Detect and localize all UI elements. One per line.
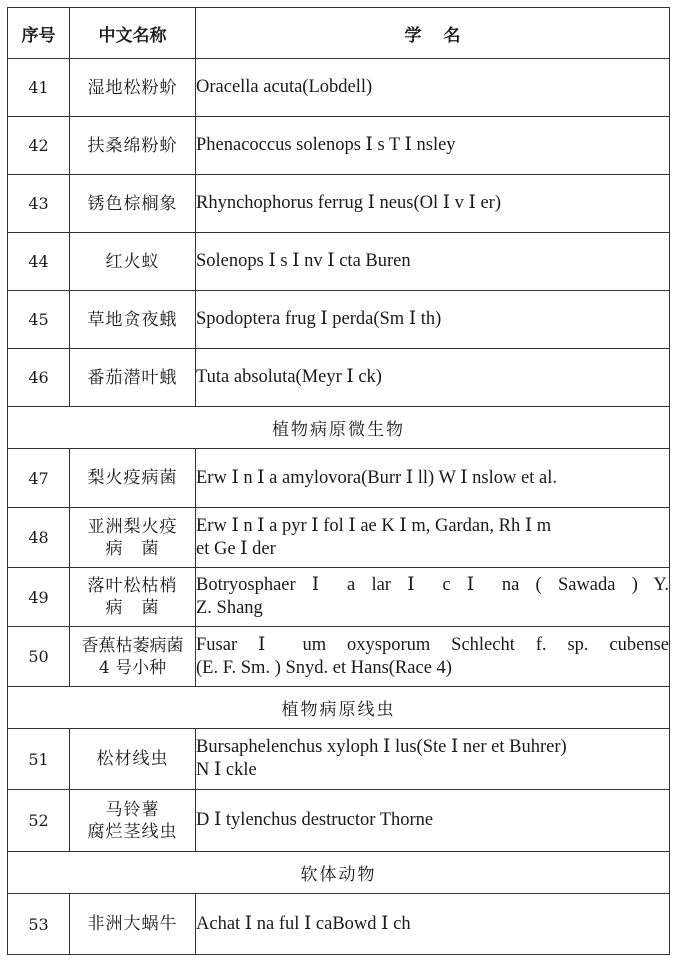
scientific-name	[196, 568, 670, 627]
header-no: 序号	[8, 8, 70, 59]
table-row	[8, 729, 670, 790]
chinese-name	[70, 790, 196, 852]
table-row	[8, 449, 670, 508]
chinese-name: 草地贪夜蛾	[70, 291, 196, 349]
header-scientific-name: 学名	[196, 8, 670, 59]
row-number: 48	[8, 508, 70, 568]
table-row	[8, 627, 670, 687]
section-heading: 植物病原线虫	[8, 687, 670, 729]
scientific-name-line: Erw Ⅰ n Ⅰ a amylovora(Burr Ⅰ ll) W Ⅰ nslow et al.	[196, 467, 557, 488]
table-row	[8, 233, 670, 291]
scientific-name	[196, 508, 670, 568]
row-number: 45	[8, 291, 70, 349]
chinese-name	[70, 568, 196, 627]
scientific-name: Phenacoccus solenops Ⅰ s T Ⅰ nsley	[196, 117, 670, 175]
section-heading: 植物病原微生物	[8, 407, 670, 449]
section-row	[8, 687, 670, 729]
row-number: 49	[8, 568, 70, 627]
table-row	[8, 349, 670, 407]
table-row	[8, 291, 670, 349]
table-row	[8, 790, 670, 852]
chinese-name-line: 病 菌	[105, 538, 160, 559]
scientific-name: Solenops Ⅰ s Ⅰ nv Ⅰ cta Buren	[196, 233, 670, 291]
scientific-name-line: Z. Shang	[196, 598, 263, 618]
chinese-name-line: 腐烂茎线虫	[87, 821, 178, 842]
scientific-name-line: D Ⅰ tylenchus destructor Thorne	[196, 810, 434, 830]
chinese-name-line: 4 号小种	[98, 657, 167, 678]
chinese-name-line: 落叶松枯梢	[87, 576, 178, 596]
row-number: 46	[8, 349, 70, 407]
row-number: 53	[8, 894, 70, 955]
chinese-name: 非洲大蜗牛	[70, 894, 196, 955]
chinese-name-line: 松材线虫	[96, 749, 169, 769]
section-row	[8, 852, 670, 894]
chinese-name: 扶桑绵粉蚧	[70, 117, 196, 175]
scientific-name: Rhynchophorus ferrug Ⅰ neus(Ol Ⅰ v Ⅰ er)	[196, 175, 670, 233]
row-number: 44	[8, 233, 70, 291]
header-chinese-name: 中文名称	[70, 8, 196, 59]
chinese-name-line: 梨火疫病菌	[87, 468, 178, 488]
chinese-name-line: 病 菌	[105, 598, 160, 618]
section-heading: 软体动物	[8, 852, 670, 894]
chinese-name: 锈色棕榈象	[70, 175, 196, 233]
chinese-name-line: 马铃薯	[105, 799, 160, 820]
chinese-name	[70, 729, 196, 790]
table-row	[8, 508, 670, 568]
header-row	[8, 8, 670, 59]
scientific-name	[196, 729, 670, 790]
row-number: 50	[8, 627, 70, 687]
scientific-name	[196, 627, 670, 687]
chinese-name-line: 香蕉枯萎病菌	[81, 635, 184, 656]
row-number: 41	[8, 59, 70, 117]
chinese-name: 番茄潜叶蛾	[70, 349, 196, 407]
scientific-name: Spodoptera frug Ⅰ perda(Sm Ⅰ th)	[196, 291, 670, 349]
scientific-name	[196, 449, 670, 508]
section-row	[8, 407, 670, 449]
scientific-name-line: Erw Ⅰ n Ⅰ a pyr Ⅰ fol Ⅰ ae K Ⅰ m, Gardan, Rh Ⅰ m	[196, 515, 552, 536]
scientific-name-line: et Ge Ⅰ der	[196, 538, 276, 559]
table-row	[8, 59, 670, 117]
chinese-name	[70, 627, 196, 687]
row-number: 52	[8, 790, 70, 852]
chinese-name: 红火蚁	[70, 233, 196, 291]
scientific-name-line: N Ⅰ ckle	[196, 760, 257, 780]
scientific-name: Achat Ⅰ na ful Ⅰ caBowd Ⅰ ch	[196, 894, 670, 955]
scientific-name-line: (E. F. Sm. ) Snyd. et Hans(Race 4)	[196, 657, 452, 678]
scientific-name	[196, 790, 670, 852]
table-row	[8, 568, 670, 627]
row-number: 51	[8, 729, 70, 790]
row-number: 42	[8, 117, 70, 175]
chinese-name: 湿地松粉蚧	[70, 59, 196, 117]
scientific-name: Oracella acuta(Lobdell)	[196, 59, 670, 117]
chinese-name	[70, 508, 196, 568]
chinese-name	[70, 449, 196, 508]
species-table	[7, 7, 670, 955]
row-number: 43	[8, 175, 70, 233]
scientific-name-line: Fusar Ⅰ um oxysporum Schlecht f. sp. cubense	[196, 634, 669, 655]
scientific-name: Tuta absoluta(Meyr Ⅰ ck)	[196, 349, 670, 407]
table-row	[8, 175, 670, 233]
scientific-name-line: Bursaphelenchus xyloph Ⅰ lus(Ste Ⅰ ner et Buhrer)	[196, 737, 567, 757]
scientific-name-line: Botryosphaer Ⅰ a lar Ⅰ c Ⅰ na ( Sawada ) Y.	[196, 575, 669, 595]
chinese-name-line: 亚洲梨火疫	[87, 516, 178, 537]
table-row	[8, 894, 670, 955]
table-row	[8, 117, 670, 175]
row-number: 47	[8, 449, 70, 508]
